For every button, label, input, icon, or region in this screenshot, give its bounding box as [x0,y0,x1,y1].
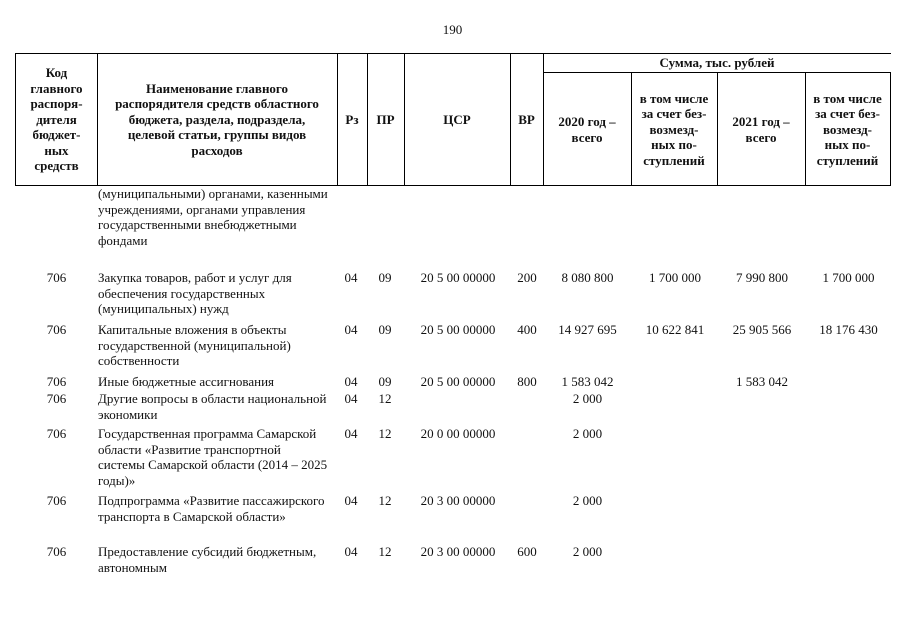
cell-csr: 20 3 00 00000 [420,544,496,559]
cell-code: 706 [46,391,67,406]
cell-name: Капитальные вложения в объекты государственной (муниципальной) собственности [98,322,291,368]
cell-code: 706 [46,493,67,508]
page-number: 190 [442,22,463,37]
cell-csr: 20 5 00 00000 [420,322,496,337]
cell-pr: 12 [378,493,392,508]
cell-name: Другие вопросы в области национальной экономики [98,391,327,422]
header-2021 [717,73,806,186]
cell-2020: 2 000 [572,493,603,508]
cell-2021-free: 18 176 430 [819,322,878,337]
header-rz: Рз [337,53,368,186]
header-2020 [543,73,632,186]
cell-2020: 2 000 [572,391,603,406]
header-2021-free-text: в том числе за счет без-возмезд-ных по-ступлений [813,90,882,168]
cell-name: Государственная программа Самарской области «Развитие транспортной системы Самарской области (2014 – 2025 годы)» [98,426,328,488]
cell-name: Иные бюджетные ассигнования [98,374,275,389]
header-code-text: Код главного распоря-дителя бюджет-ных средств [30,65,83,174]
header-2020-free-text: в том числе за счет без-возмезд-ных по-ступлений [639,90,709,168]
header-name [97,53,338,186]
header-2020-text: 2020 год – всего [558,114,616,145]
cell-code: 706 [46,270,67,285]
header-csr: ЦСР [404,53,511,186]
cell-code: 706 [46,426,67,441]
cell-name: (муниципальными) органами, казенными учреждениями, органами управления государственными внебюджетными фондами [98,186,328,248]
cell-pr: 09 [378,270,392,285]
header-name-text: Наименование главного распорядителя средств областного бюджета, раздела, подраздела, целевой статьи, группы видов расходов [115,80,319,158]
cell-name: Закупка товаров, работ и услуг для обеспечения государственных (муниципальных) нужд [98,270,292,316]
cell-vr: 600 [517,544,537,559]
cell-vr: 800 [517,374,537,389]
cell-code: 706 [46,374,67,389]
header-2020-free [631,73,718,186]
cell-2020-free: 10 622 841 [645,322,705,337]
cell-code: 706 [46,544,67,559]
cell-vr: 200 [517,270,537,285]
header-2021-text: 2021 год – всего [732,114,790,145]
cell-code: 706 [46,322,67,337]
header-pr: ПР [367,53,405,186]
cell-pr: 12 [378,544,392,559]
cell-2020-free: 1 700 000 [649,270,701,285]
header-vr: ВР [510,53,544,186]
table-header [0,53,905,186]
cell-rz: 04 [344,270,358,285]
cell-rz: 04 [344,391,358,406]
cell-pr: 12 [378,391,392,406]
cell-name: Предоставление субсидий бюджетным, автономным [98,544,317,575]
cell-2020: 2 000 [572,544,603,559]
cell-2020: 14 927 695 [558,322,617,337]
cell-pr: 09 [378,322,392,337]
cell-rz: 04 [344,322,358,337]
cell-2020: 1 583 042 [561,374,614,389]
cell-2021: 1 583 042 [736,374,788,389]
cell-csr: 20 3 00 00000 [420,493,496,508]
cell-2021-free: 1 700 000 [822,270,875,285]
cell-name: Подпрограмма «Развитие пассажирского транспорта в Самарской области» [98,493,325,524]
cell-rz: 04 [344,493,358,508]
cell-vr: 400 [517,322,537,337]
header-2021-free [805,73,891,186]
cell-rz: 04 [344,544,358,559]
cell-rz: 04 [344,374,358,389]
header-code [15,53,98,186]
cell-2020: 8 080 800 [561,270,614,285]
header-sum-title: Сумма, тыс. рублей [543,53,891,73]
cell-2021: 7 990 800 [736,270,788,285]
cell-csr: 20 5 00 00000 [420,270,496,285]
cell-pr: 09 [378,374,392,389]
cell-csr: 20 5 00 00000 [420,374,496,389]
cell-2020: 2 000 [572,426,603,441]
cell-2021: 25 905 566 [732,322,792,337]
cell-csr: 20 0 00 00000 [420,426,496,441]
cell-rz: 04 [344,426,358,441]
cell-pr: 12 [378,426,392,441]
